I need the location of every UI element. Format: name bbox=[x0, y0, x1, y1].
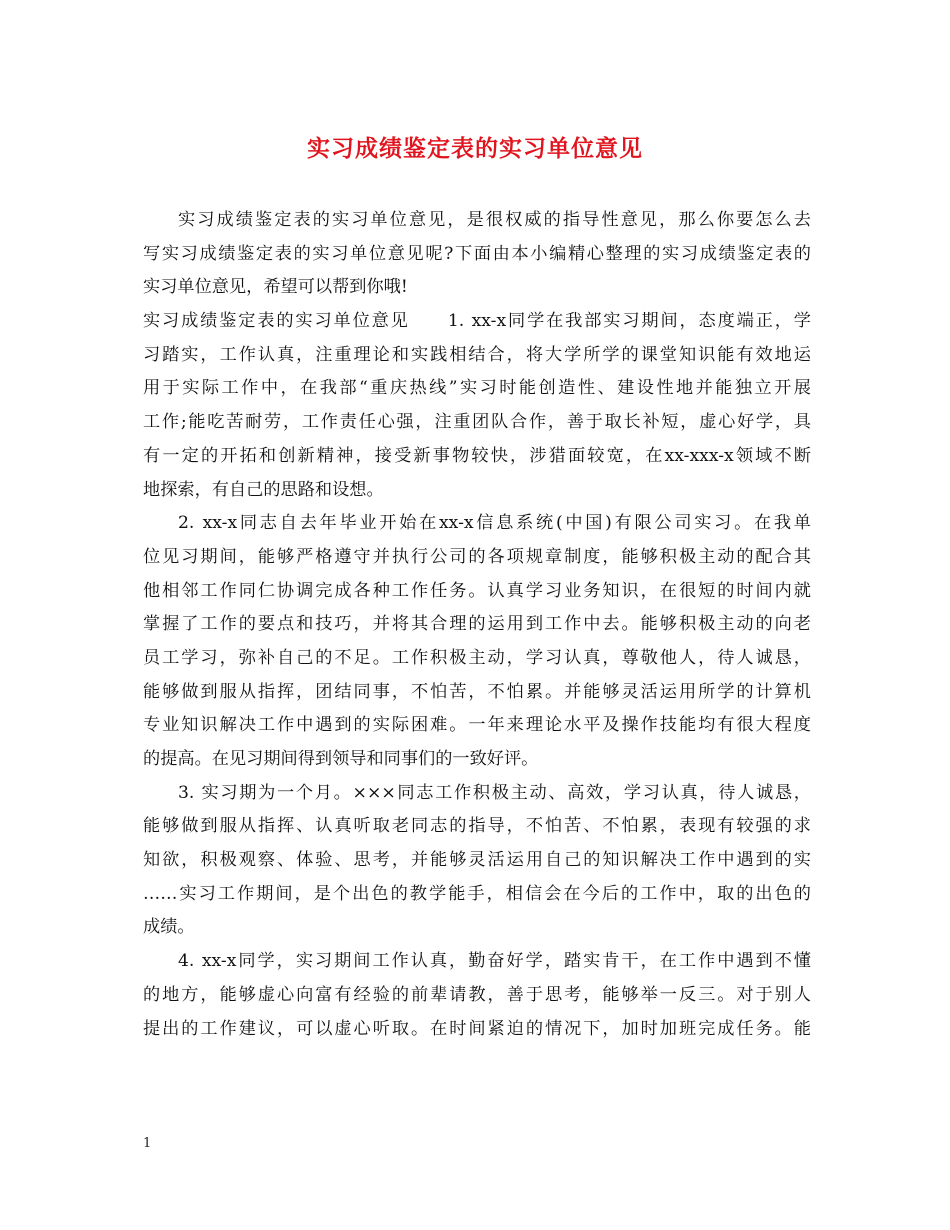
text-line: 习踏实，工作认真，注重理论和实践相结合，将大学所学的课堂知识能有效地运 bbox=[143, 344, 811, 365]
text-line: 用于实际工作中，在我部“重庆热线”实习时能创造性、建设性地并能独立开展 bbox=[143, 378, 811, 399]
text-line: 的提高。在见习期间得到领导和同事们的一致好评。 bbox=[143, 749, 539, 769]
document-body bbox=[143, 204, 811, 1046]
text-line: 3. 实习期为一个月。×××同志工作积极主动、高效，学习认真，待人诚恳， bbox=[178, 782, 811, 803]
page-number: 1 bbox=[143, 1136, 152, 1151]
text-line: 2. xx-x同志自去年毕业开始在xx-x信息系统(中国)有限公司实习。在我单 bbox=[178, 513, 811, 534]
text-line: ……实习工作期间，是个出色的教学能手，相信会在今后的工作中，取的出色的 bbox=[143, 883, 811, 904]
text-line: 掌握了工作的要点和技巧，并将其合理的运用到工作中去。能够积极主动的向老 bbox=[143, 614, 811, 635]
text-line: 4. xx-x同学，实习期间工作认真，勤奋好学，踏实肯干，在工作中遇到不懂 bbox=[178, 951, 811, 972]
text-line: 位见习期间，能够严格遵守并执行公司的各项规章制度，能够积极主动的配合其 bbox=[143, 546, 811, 567]
text-line: 地探索，有自己的思路和设想。 bbox=[143, 479, 384, 500]
text-line: 提出的工作建议，可以虚心听取。在时间紧迫的情况下，加时加班完成任务。能 bbox=[143, 1018, 811, 1039]
text-line: 知欲，积极观察、体验、思考，并能够灵活运用自己的知识解决工作中遇到的实 bbox=[143, 850, 811, 871]
text-line: 实习单位意见，希望可以帮到你哦! bbox=[143, 277, 408, 298]
text-line: 实习成绩鉴定表的实习单位意见 1. xx-x同学在我部实习期间，态度端正，学 bbox=[143, 311, 811, 332]
text-line: 他相邻工作同仁协调完成各种工作任务。认真学习业务知识，在很短的时间内就 bbox=[143, 580, 811, 601]
text-line: 工作;能吃苦耐劳，工作责任心强，注重团队合作，善于取长补短，虚心好学，具 bbox=[143, 412, 811, 433]
text-line: 成绩。 bbox=[143, 917, 195, 938]
text-line: 有一定的开拓和创新精神，接受新事物较快，涉猎面较宽，在xx-xxx-x领域不断 bbox=[143, 445, 811, 466]
text-line: 能够做到服从指挥，团结同事，不怕苦，不怕累。并能够灵活运用所学的计算机 bbox=[143, 681, 811, 702]
text-line: 写实习成绩鉴定表的实习单位意见呢?下面由本小编精心整理的实习成绩鉴定表的 bbox=[143, 243, 811, 264]
page-title: 实习成绩鉴定表的实习单位意见 bbox=[307, 135, 643, 162]
text-line: 员工学习，弥补自己的不足。工作积极主动，学习认真，尊敬他人，待人诚恳， bbox=[143, 647, 811, 668]
text-line: 实习成绩鉴定表的实习单位意见，是很权威的指导性意见，那么你要怎么去 bbox=[178, 210, 811, 230]
text-line: 能够做到服从指挥、认真听取老同志的指导，不怕苦、不怕累，表现有较强的求 bbox=[143, 816, 811, 837]
text-line: 的地方，能够虚心向富有经验的前辈请教，善于思考，能够举一反三。对于别人 bbox=[143, 984, 811, 1005]
text-line: 专业知识解决工作中遇到的实际困难。一年来理论水平及操作技能均有很大程度 bbox=[143, 715, 811, 736]
